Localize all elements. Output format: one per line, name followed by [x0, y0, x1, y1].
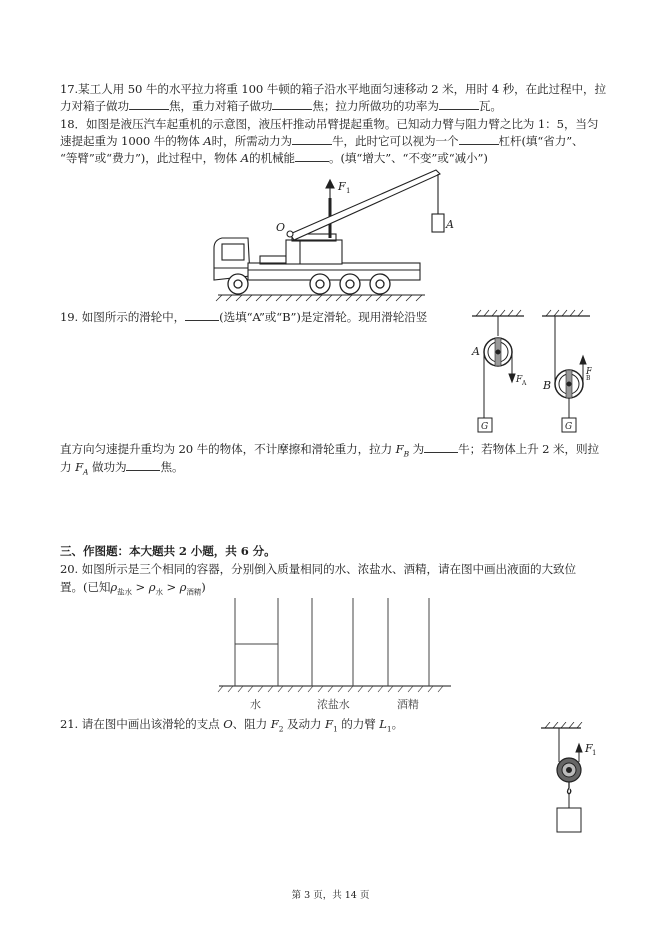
movable-pulley-label-f1-sub: 1 [592, 749, 597, 757]
q17-text-a: 力对箱子做功 [60, 99, 129, 113]
q21-text-d: 的力臂 [337, 717, 380, 731]
q20-rho-sub-1: 盐水 [117, 587, 132, 597]
containers-figure [215, 596, 455, 696]
q19-text-a: 19. 如图所示的滑轮中， [60, 310, 186, 324]
crane-figure [200, 168, 460, 303]
q20-rho-1: ρ [110, 580, 118, 594]
q18-object-a: A [203, 134, 212, 148]
q20-gt-2: > [162, 580, 180, 594]
q19-text-e: 牛；若物体上升 2 米，则拉 [458, 442, 600, 456]
q17-line1: 17.某工人用 50 牛的水平拉力将重 100 牛顿的箱子沿水平地面匀速移动 2 米，用时 4 秒，在此过程中，拉 [60, 82, 607, 96]
q19-force-fb: F [395, 442, 404, 456]
pulley-label-fa-sub: A [522, 380, 527, 387]
q18-text-d: 杠杆(填“省力”、 [498, 134, 584, 148]
q19-blank-3[interactable] [126, 459, 160, 471]
q17-text-d: 瓦。 [478, 99, 502, 113]
q18-text-f: 的机械能 [249, 151, 296, 165]
q18-blank-3[interactable] [295, 150, 329, 162]
q19-text-b: (选填“A”或“B”)是定滑轮。现用滑轮沿竖 [219, 310, 428, 324]
pulley-label-fa: F [516, 375, 523, 385]
q20-rho-sub-3: 酒精 [186, 587, 202, 597]
container-label-alcohol: 酒精 [397, 698, 419, 711]
q20-gt-1: > [131, 580, 149, 594]
pulley-label-fb: F [586, 367, 592, 377]
container-label-brine: 浓盐水 [317, 698, 350, 711]
q19-line3 [60, 459, 183, 480]
q18-line3 [60, 150, 488, 166]
movable-pulley-figure [535, 722, 610, 837]
q17-line2 [60, 98, 502, 114]
q21-force-f1-sub: 1 [332, 724, 338, 734]
q19-force-fa: F [75, 460, 84, 474]
q19-force-fb-sub: B [403, 449, 410, 459]
crane-label-f1-sub: 1 [346, 187, 351, 195]
pulley-label-fb-sub: B [586, 375, 591, 382]
crane-label-a: A [446, 218, 454, 231]
crane-label-o: O [276, 221, 286, 234]
q17-blank-1[interactable] [129, 98, 169, 110]
q17-text-c: 焦；拉力所做功的功率为 [312, 99, 439, 113]
q20-rho-sub-2: 水 [155, 587, 163, 597]
q21-force-f1: F [325, 717, 333, 731]
q19-text-g: 做功为 [88, 460, 127, 474]
pulley-label-g2: G [565, 422, 573, 432]
q19-text-d: 为 [409, 442, 425, 456]
q19-blank-2[interactable] [424, 441, 458, 453]
q18-text-g: 。(填“增大”、“不变”或“减小”) [329, 151, 488, 165]
q21-fulcrum-o: O [223, 717, 233, 731]
q19-blank-1[interactable] [185, 309, 219, 321]
q21-arm-l1-sub: 1 [386, 724, 392, 734]
q18-line2 [60, 133, 584, 149]
movable-pulley-label-f1: F [585, 742, 593, 755]
q19-line1 [60, 309, 427, 325]
q17-blank-3[interactable] [439, 98, 479, 110]
container-label-water: 水 [250, 698, 261, 711]
q19-force-fa-sub: A [83, 467, 89, 477]
q20-rho-2: ρ [148, 580, 156, 594]
q18-text-a: 速提起重为 1000 牛的物体 [60, 134, 204, 148]
q17-text-b: 焦，重力对箱子做功 [168, 99, 273, 113]
pulley-label-g1: G [481, 422, 489, 432]
q21-text-a: 21. 请在图中画出该滑轮的支点 [60, 717, 224, 731]
q20-text-b: ) [201, 580, 206, 594]
q20-rho-3: ρ [179, 580, 187, 594]
q18-object-a-2: A [240, 151, 250, 165]
crane-label-f1: F [338, 180, 346, 193]
q20-line2 [60, 579, 206, 600]
page-footer: 第 3 页，共 14 页 [291, 890, 370, 901]
q18-text-c: 牛，此时它可以视为一个 [332, 134, 459, 148]
q21-text-e: 。 [391, 717, 404, 731]
q18-line1: 18．如图是液压汽车起重机的示意图，液压杆推动吊臂提起重物。已知动力臂与阻力臂之比为 1：5，当匀 [60, 117, 599, 131]
q18-blank-1[interactable] [292, 133, 332, 145]
q21-force-f2: F [270, 717, 279, 731]
q21-line1 [60, 716, 403, 737]
q19-text-h: 焦。 [160, 460, 184, 474]
q18-text-e: “等臂”或“费力”)，此过程中，物体 [60, 151, 241, 165]
q19-text-f: 力 [60, 460, 76, 474]
q18-blank-2[interactable] [459, 133, 499, 145]
q21-text-b: 、阻力 [232, 717, 271, 731]
q18-text-b: 时，所需动力为 [211, 134, 293, 148]
q21-text-c: 及动力 [283, 717, 326, 731]
pulley-figure [462, 308, 592, 443]
q21-force-f2-sub: 2 [278, 724, 284, 734]
q21-arm-l1: L [379, 717, 387, 731]
section-3-heading: 三、作图题：本大题共 2 小题，共 6 分。 [60, 544, 276, 558]
q20-text-a: 置。(已知 [60, 580, 111, 594]
pulley-label-b: B [543, 379, 552, 392]
q20-line1: 20. 如图所示是三个相同的容器，分别倒入质量相同的水、浓盐水、酒精，请在图中画出液面的大致位 [60, 562, 576, 576]
q17-blank-2[interactable] [272, 98, 312, 110]
pulley-label-a: A [472, 345, 480, 358]
q19-text-c: 直方向匀速提升重均为 20 牛的物体，不计摩擦和滑轮重力，拉力 [60, 442, 396, 456]
